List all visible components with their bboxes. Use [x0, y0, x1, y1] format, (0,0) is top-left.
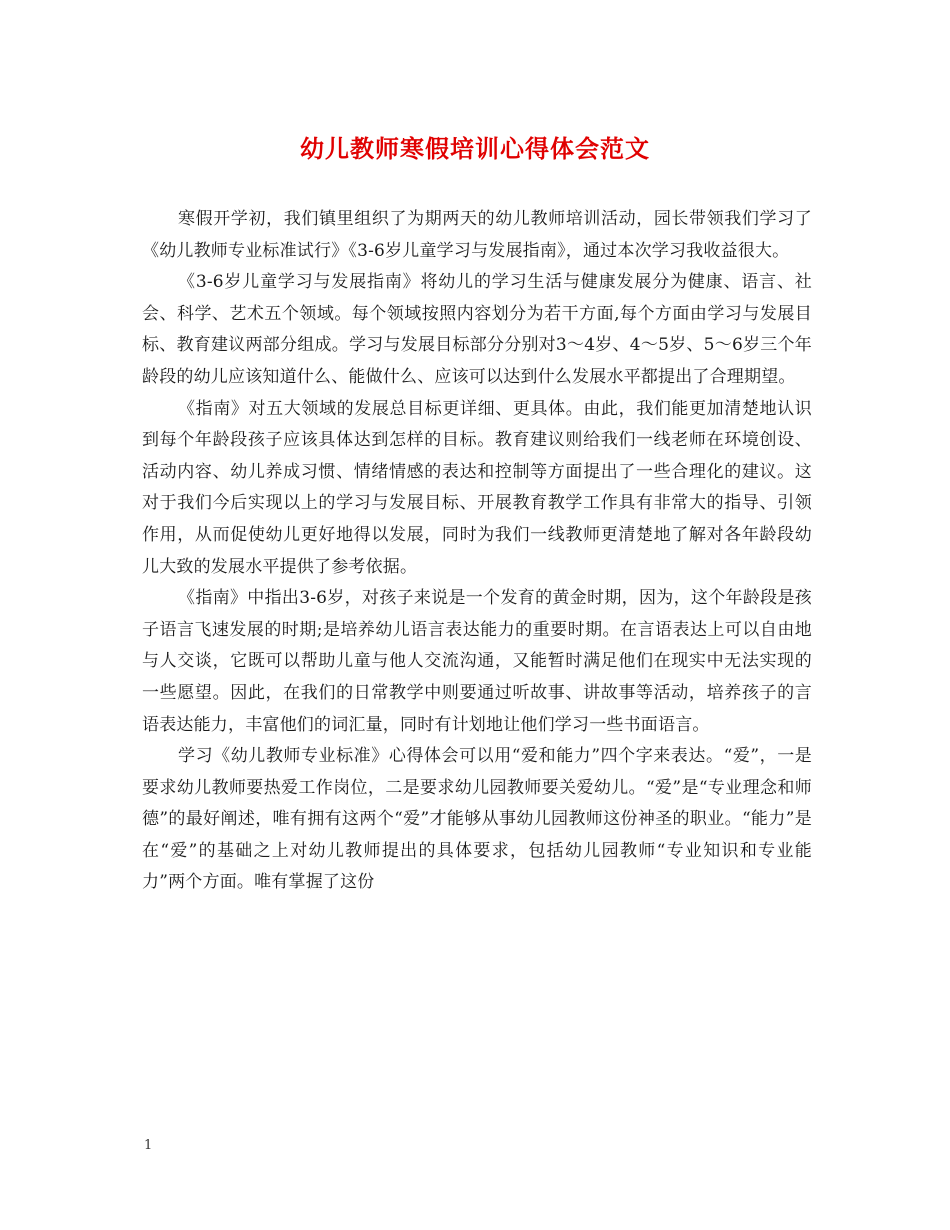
paragraph-4: 《指南》中指出3-6岁，对孩子来说是一个发育的黄金时期，因为，这个年龄段是孩子语言飞速发展的时期;是培养幼儿语言表达能力的重要时期。在言语表达上可以自由地与人交谈，它既可以帮助儿童与他人交流沟通，又能暂时满足他们在现实中无法实现的一些愿望。因此，在我们的日常教学中则要通过听故事、讲故事等活动，培养孩子的言语表达能力，丰富他们的词汇量，同时有计划地让他们学习一些书面语言。 — [142, 588, 812, 735]
paragraph-1: 寒假开学初，我们镇里组织了为期两天的幼儿教师培训活动，园长带领我们学习了《幼儿教师专业标准试行》《3-6岁儿童学习与发展指南》，通过本次学习我收益很大。 — [142, 209, 812, 261]
paragraph-3: 《指南》对五大领域的发展总目标更详细、更具体。由此，我们能更加清楚地认识到每个年龄段孩子应该具体达到怎样的目标。教育建议则给我们一线老师在环境创设、活动内容、幼儿养成习惯、情绪情感的表达和控制等方面提出了一些合理化的建议。这对于我们今后实现以上的学习与发展目标、开展教育教学工作具有非常大的指导、引领作用，从而促使幼儿更好地得以发展，同时为我们一线教师更清楚地了解对各年龄段幼儿大致的发展水平提供了参考依据。 — [142, 398, 812, 577]
document-title: 幼儿教师寒假培训心得体会范文 — [300, 135, 650, 163]
paragraph-2: 《3-6岁儿童学习与发展指南》将幼儿的学习生活与健康发展分为健康、语言、社会、科学、艺术五个领域。每个领域按照内容划分为若干方面,每个方面由学习与发展目标、教育建议两部分组成。学习与发展目标部分分别对3～4岁、4～5岁、5～6岁三个年龄段的幼儿应该知道什么、能做什么、应该可以达到什么发展水平都提出了合理期望。 — [142, 272, 812, 387]
document-body — [142, 204, 812, 899]
paragraph-5: 学习《幼儿教师专业标准》心得体会可以用“爱和能力”四个字来表达。“爱”，一是要求幼儿教师要热爱工作岗位，二是要求幼儿园教师要关爱幼儿。“爱”是“专业理念和师德”的最好阐述，唯有拥有这两个“爱”才能够从事幼儿园教师这份神圣的职业。“能力”是在“爱”的基础之上对幼儿教师提出的具体要求，包括幼儿园教师“专业知识和专业能力”两个方面。唯有掌握了这份 — [142, 746, 812, 893]
page-number: 1 — [144, 1138, 153, 1153]
